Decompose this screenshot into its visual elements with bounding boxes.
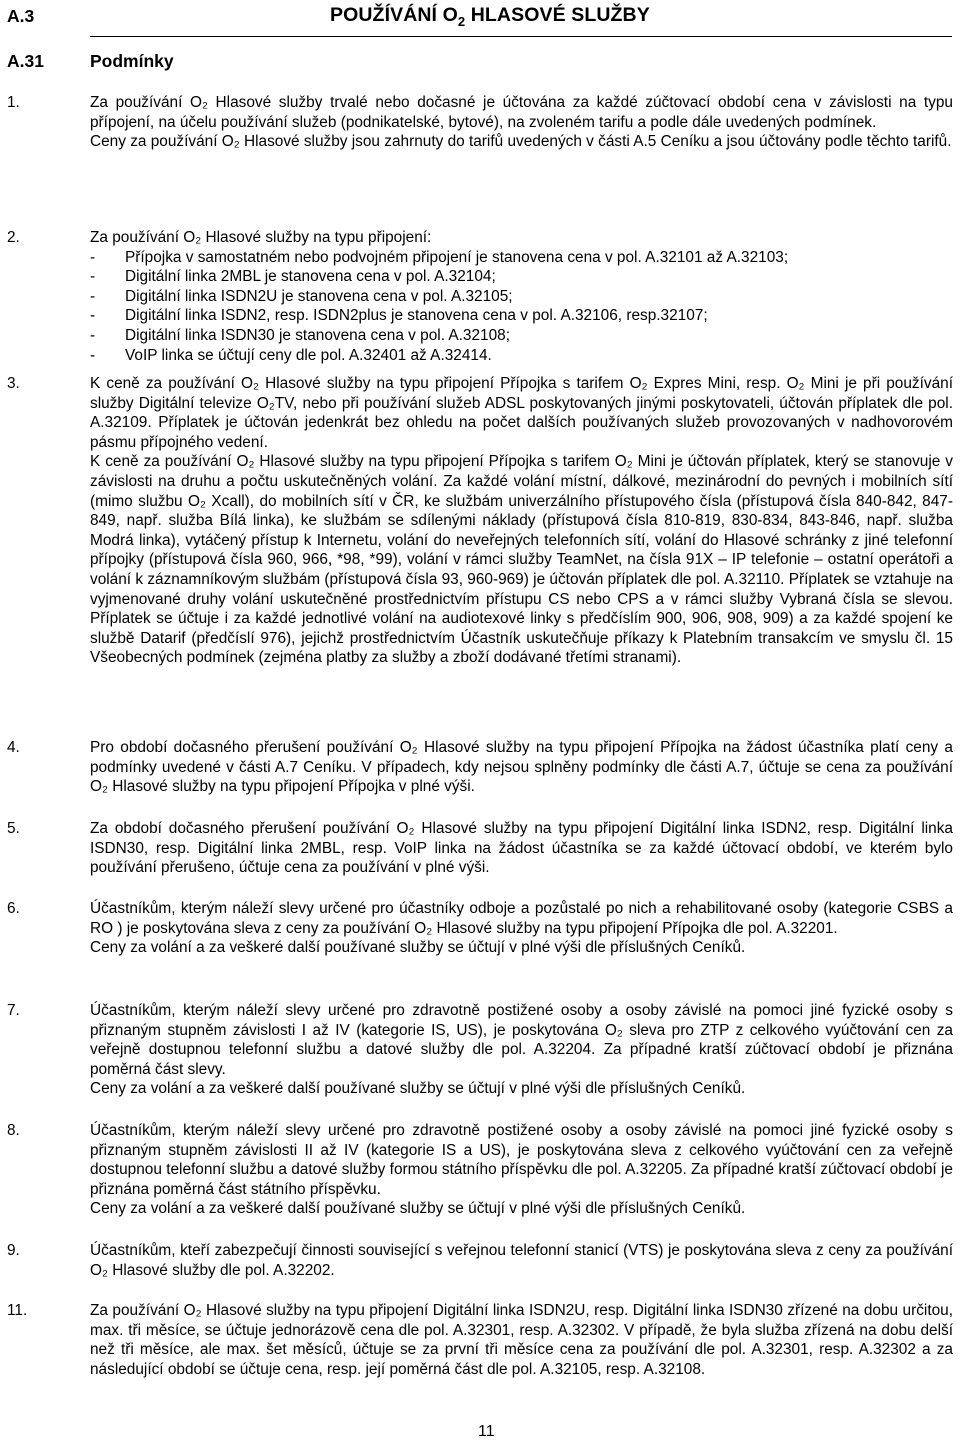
bullet-item: - Přípojka v samostatném nebo podvojném připojení je stanovena cena v pol. A.32101 až A.32103; [90,248,953,268]
section-title-box [90,3,952,37]
subsection-title: Podmínky [90,51,174,71]
subsection-number: A.31 [7,51,44,71]
item-body [90,1241,953,1280]
item-body [90,738,953,797]
item-number: 8. [7,1122,20,1139]
item-number: 5. [7,820,20,837]
page-number: 11 [478,1423,495,1440]
item-body [90,899,953,958]
bullet-list [90,248,953,366]
item-number: 11. [7,1302,28,1319]
item-number: 9. [7,1242,20,1259]
bullet-item: - Digitální linka ISDN2, resp. ISDN2plus je stanovena cena v pol. A.32106, resp.32107; [90,306,953,326]
paragraph: Účastníkům, kterým náleží slevy určené pro zdravotně postižené osoby a osoby závislé na pomoci jiné fyzické osoby s přiznaným stupněm závislosti I až IV (kategorie IS, US), je poskytována O₂ sleva pro ZTP z celkového vyúčtování cen za veřejně dostupnou telefonní službu a datové služby dle pol. A.32204. Za případné kratší zúčtovací období je přiznána poměrná část slevy. [90,1002,953,1078]
bullet-item: - VoIP linka se účtují ceny dle pol. A.32401 až A.32414. [90,346,953,366]
item-body [90,1001,953,1099]
item-body [90,228,953,248]
item-number: 7. [7,1002,20,1019]
item-number: 6. [7,900,20,917]
paragraph: Pro období dočasného přerušení používání O₂ Hlasové služby na typu připojení Přípojka na žádost účastníka platí ceny a podmínky uvedené v části A.7 Ceníku. V případech, kdy nejsou splněny podmínky dle části A.7, účtuje se cena za používání O₂ Hlasové služby na typu připojení Přípojka v plné výši. [90,739,953,796]
paragraph: Za období dočasného přerušení používání O₂ Hlasové služby na typu připojení Digitální linka ISDN2, resp. Digitální linka ISDN30, resp. Digitální linka 2MBL, resp. VoIP linka na žádost účastníka se za každé účtovací období, ve kterém bylo používání přerušeno, účtuje cena za používání v plné výši. [90,820,953,877]
subsection-header [0,48,960,74]
paragraph: Za používání O₂ Hlasové služby na typu připojení: [90,229,432,246]
paragraph: K ceně za používání O₂ Hlasové služby na typu připojení Přípojka s tarifem O₂ Expres Mini, resp. O₂ Mini je při používání služby Digitální televize O₂TV, nebo při používání služeb ADSL poskytovaných jinými poskytovateli, účtován příplatek dle pol. A.32109. Příplatek je účtován jedenkrát bez ohledu na počet dalších používaných služeb provozovaných v nadhovorovém pásmu přípojného vedení. [90,375,953,451]
paragraph: Ceny za volání a za veškeré další používané služby se účtují v plné výši dle příslušných Ceníků. [90,939,746,957]
bullet-item: - Digitální linka ISDN30 je stanovena cena v pol. A.32108; [90,326,953,346]
item-body [90,93,953,152]
item-number: 1. [7,94,20,111]
item-number: 2. [7,229,20,246]
paragraph: Účastníkům, kteří zabezpečují činnosti související s veřejnou telefonní stanicí (VTS) je poskytována sleva z ceny za používání O₂ Hlasové služby dle pol. A.32202. [90,1242,953,1279]
paragraph: Účastníkům, kterým náleží slevy určené pro zdravotně postižené osoby a osoby závislé na pomoci jiné fyzické osoby s přiznaným stupněm závislosti II až IV (kategorie IS a US), je poskytována sleva z celkového vyúčtování cen za veřejně dostupnou telefonní službu a datové služby formou státního příspěvku dle pol. A.32205. Za případné kratší zúčtovací období je přiznána poměrná část státního příspěvku. [90,1122,953,1198]
item-number: 3. [7,375,20,392]
section-header [0,3,960,37]
section-number: A.3 [7,6,35,26]
item-body [90,1301,953,1379]
bullet-item: - Digitální linka 2MBL je stanovena cena v pol. A.32104; [90,267,953,287]
paragraph: Účastníkům, kterým náleží slevy určené pro účastníky odboje a pozůstalé po nich a rehabilitované osoby (kategorie CSBS a RO ) je poskytována sleva z ceny za používání O₂ Hlasové služby na typu připojení Přípojka dle pol. A.32201. [90,900,953,937]
section-title: POUŽÍVÁNÍ $O_2$ HLASOVÉ SLUŽBY [330,4,650,29]
item-number: 4. [7,739,20,756]
bullet-item: - Digitální linka ISDN2U je stanovena cena v pol. A.32105; [90,287,953,307]
paragraph: K ceně za používání O₂ Hlasové služby na typu připojení Přípojka s tarifem O₂ Mini je účtován příplatek, který se stanovuje v závislosti na druhu a počtu uskutečněných volání. Za každé volání místní, dálkové, mezinárodní do pevných i mobilních sítí (mimo službu O₂ Xcall), do mobilních sítí v ČR, ke službám univerzálního přístupového čísla (přístupová čísla 840-842, 847-849, např. služba Bílá linka), ke službám se sdílenými náklady (přístupová čísla 810-819, 830-834, 843-846, např. služba Modrá linka), vytáčený přístup k Internetu, volání do neveřejných telefonních sítí, volání do Hlasové schránky z jiné telefonní přípojky (přístupová čísla 960, 966, *98, *99), volání v rámci služby TeamNet, na čísla 91X – IP telefonie – ostatní operátoři a volání k záznamníkovým službám (přístupová čísla 93, 960-969) je účtován příplatek dle pol. A.32110. Příplatek se vztahuje na vyjmenované druhy volání uskutečněné prostřednictvím přístupu CS nebo CPS a v rámci služby Vybraná čísla se slevou. Příplatek se účtuje i za každé jednotlivé volání na audiotexové linky s předčíslím 900, 906, 908, 909) a za každé spojení ke službě Datarif (předčíslí 976), jejichž prostřednictvím Účastník uskutečňuje příkazy k Platebním transakcím ve smyslu čl. 15 Všeobecných podmínek (zejména platby za služby a zboží dodávané třetími stranami). [90,453,953,667]
paragraph: Ceny za používání O₂ Hlasové služby jsou zahrnuty do tarifů uvedených v části A.5 Ceníku a jsou účtovány podle těchto tarifů. [90,133,952,151]
paragraph: Za používání O₂ Hlasové služby na typu připojení Digitální linka ISDN2U, resp. Digitální linka ISDN30 zřízené na dobu určitou, max. tři měsíce, se účtuje jednorázově cena dle pol. A.32301, resp. A.32302. V případě, že byla služba zřízená na dobu delší než tři měsíce, ale max. šet měsíců, účtuje se za první tři měsíce cena za používání dle pol. A.32301, resp. A.32302 a za následující období se účtuje cena, resp. její poměrná část dle pol. A.32105, resp. A.32108. [90,1302,953,1378]
paragraph: Za používání O₂ Hlasové služby trvalé nebo dočasné je účtována za každé zúčtovací období cena v závislosti na typu přípojení, na účelu používání služeb (podnikatelské, bytové), na zvoleném tarifu a podle dále uvedených podmínek. [90,94,953,131]
paragraph: Ceny za volání a za veškeré další používané služby se účtují v plné výši dle příslušných Ceníků. [90,1080,746,1098]
item-body [90,1121,953,1219]
item-body [90,374,953,668]
paragraph: Ceny za volání a za veškeré další používané služby se účtují v plné výši dle příslušných Ceníků. [90,1200,746,1218]
item-body [90,819,953,878]
